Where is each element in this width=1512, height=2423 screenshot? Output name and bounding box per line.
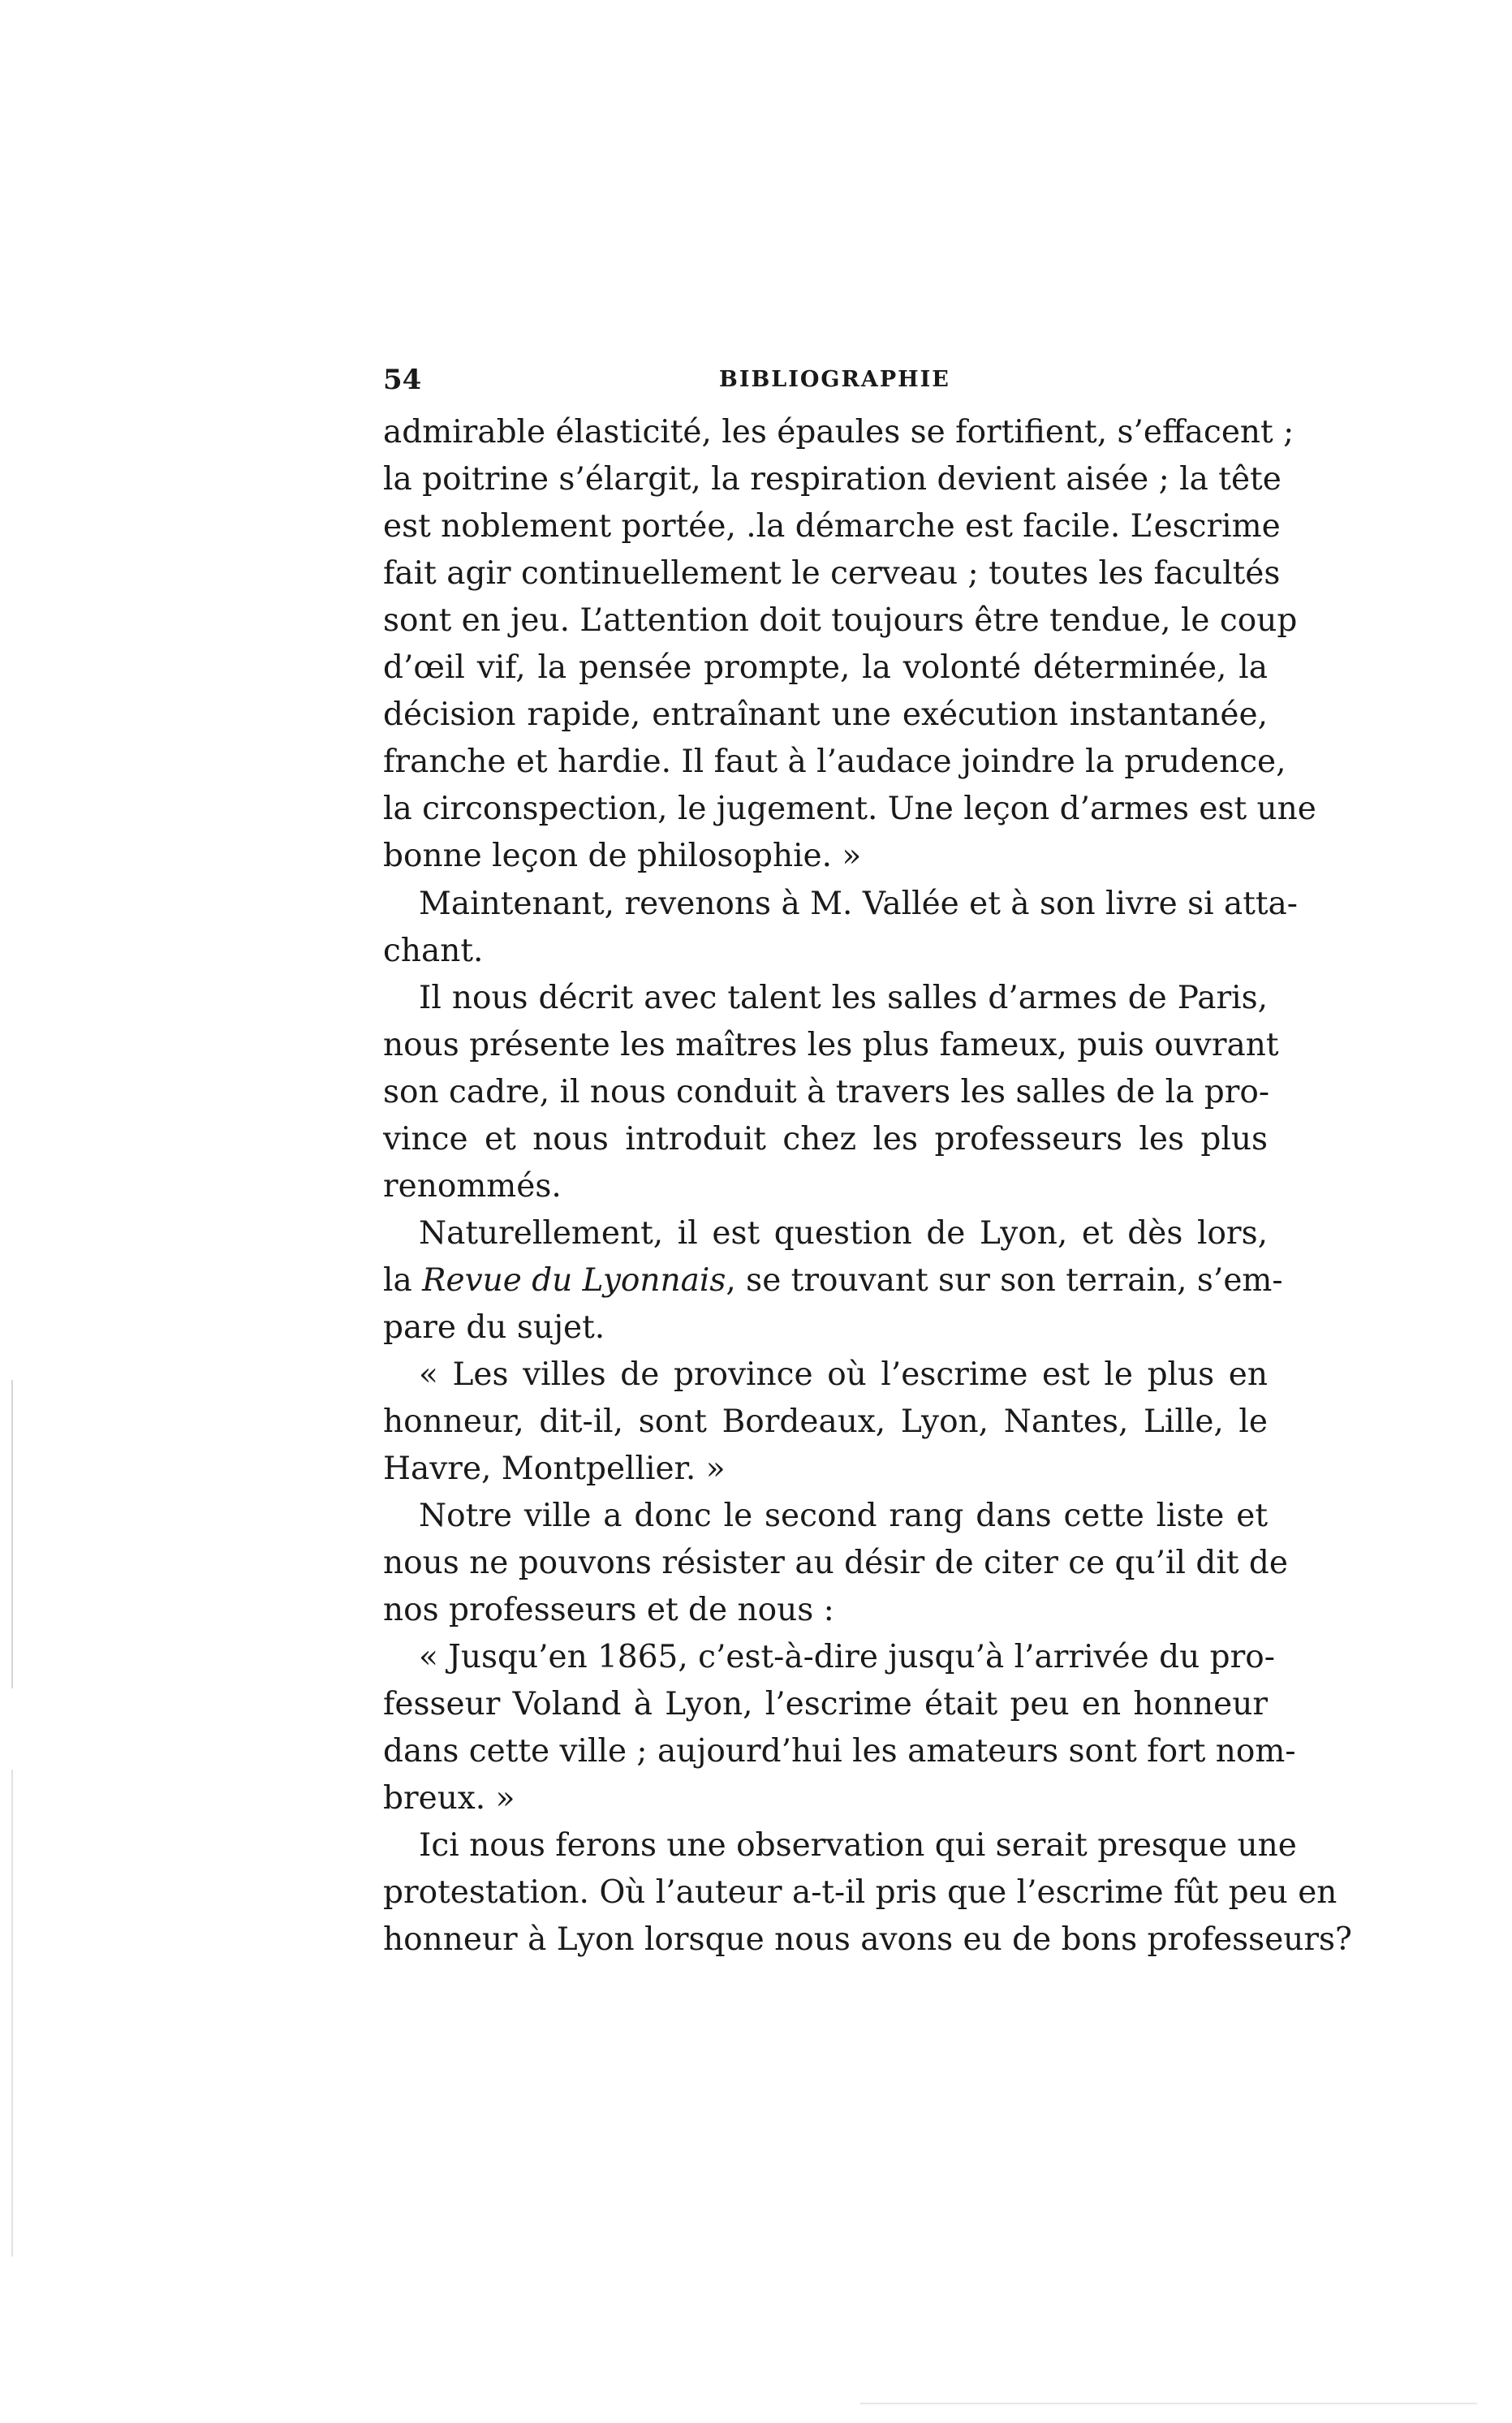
text-line: breux. »	[383, 1780, 515, 1817]
text-fragment: , se trouvant sur son terrain, s’em-	[726, 1262, 1283, 1299]
text-line: renommés.	[383, 1168, 562, 1205]
text-line: nous ne pouvons résister au désir de citer ce qu’il dit de	[383, 1545, 1288, 1581]
text-line: la poitrine s’élargit, la respiration devient aisée ; la tête	[383, 461, 1282, 498]
text-line	[383, 1258, 1283, 1304]
text-line: nous présente les maîtres les plus fameux, puis ouvrant	[383, 1027, 1279, 1063]
text-line: Havre, Montpellier. »	[383, 1451, 726, 1487]
text-line: fait agir continuellement le cerveau ; toutes les facultés	[383, 555, 1281, 592]
text-line: Naturellement, il est question de Lyon, et dès lors,	[419, 1215, 1268, 1252]
text-line: Ici nous ferons une observation qui serait presque une	[419, 1827, 1297, 1864]
text-line: chant.	[383, 933, 484, 969]
text-line: est noblement portée, .la démarche est facile. L’escrime	[383, 508, 1281, 545]
text-line: « Jusqu’en 1865, c’est-à-dire jusqu’à l’arrivée du pro-	[419, 1639, 1275, 1675]
text-line: franche et hardie. Il faut à l’audace joindre la prudence,	[383, 744, 1286, 780]
text-line: d’œil vif, la pensée prompte, la volonté déterminée, la	[383, 649, 1268, 686]
text-line: Maintenant, revenons à M. Vallée et à son livre si atta-	[419, 886, 1298, 922]
scan-bottom-artifact	[860, 2403, 1477, 2404]
text-line: Notre ville a donc le second rang dans cette liste et	[419, 1498, 1268, 1534]
page-number: 54	[383, 364, 422, 396]
text-line: Il nous décrit avec talent les salles d’armes de Paris,	[419, 980, 1268, 1016]
text-line: admirable élasticité, les épaules se fortifient, s’effacent ;	[383, 414, 1294, 451]
scan-margin-artifact	[11, 1380, 13, 1688]
text-line: pare du sujet.	[383, 1309, 605, 1346]
text-line: bonne leçon de philosophie. »	[383, 838, 862, 874]
text-line: vince et nous introduit chez les professeurs les plus	[383, 1121, 1268, 1158]
text-line: sont en jeu. L’attention doit toujours être tendue, le coup	[383, 602, 1298, 639]
scan-margin-artifact	[11, 1770, 13, 2257]
text-line: son cadre, il nous conduit à travers les salles de la pro-	[383, 1074, 1269, 1110]
text-line: « Les villes de province où l’escrime est le plus en	[419, 1356, 1268, 1393]
text-line: dans cette ville ; aujourd’hui les amateurs sont fort nom-	[383, 1733, 1296, 1770]
text-fragment: la	[383, 1262, 423, 1299]
text-line: honneur à Lyon lorsque nous avons eu de bons professeurs?	[383, 1921, 1352, 1958]
text-line: honneur, dit-il, sont Bordeaux, Lyon, Nantes, Lille, le	[383, 1403, 1268, 1440]
journal-title: Revue du Lyonnais	[422, 1262, 726, 1299]
text-line: nos professeurs et de nous :	[383, 1592, 834, 1628]
text-line: protestation. Où l’auteur a-t-il pris que l’escrime fût peu en	[383, 1874, 1338, 1911]
text-line: décision rapide, entraînant une exécution instantanée,	[383, 696, 1268, 733]
page-header	[383, 364, 1268, 404]
text-line: fesseur Voland à Lyon, l’escrime était peu en honneur	[383, 1686, 1268, 1722]
running-title: BIBLIOGRAPHIE	[719, 367, 950, 392]
text-line: la circonspection, le jugement. Une leçon d’armes est une	[383, 791, 1316, 827]
